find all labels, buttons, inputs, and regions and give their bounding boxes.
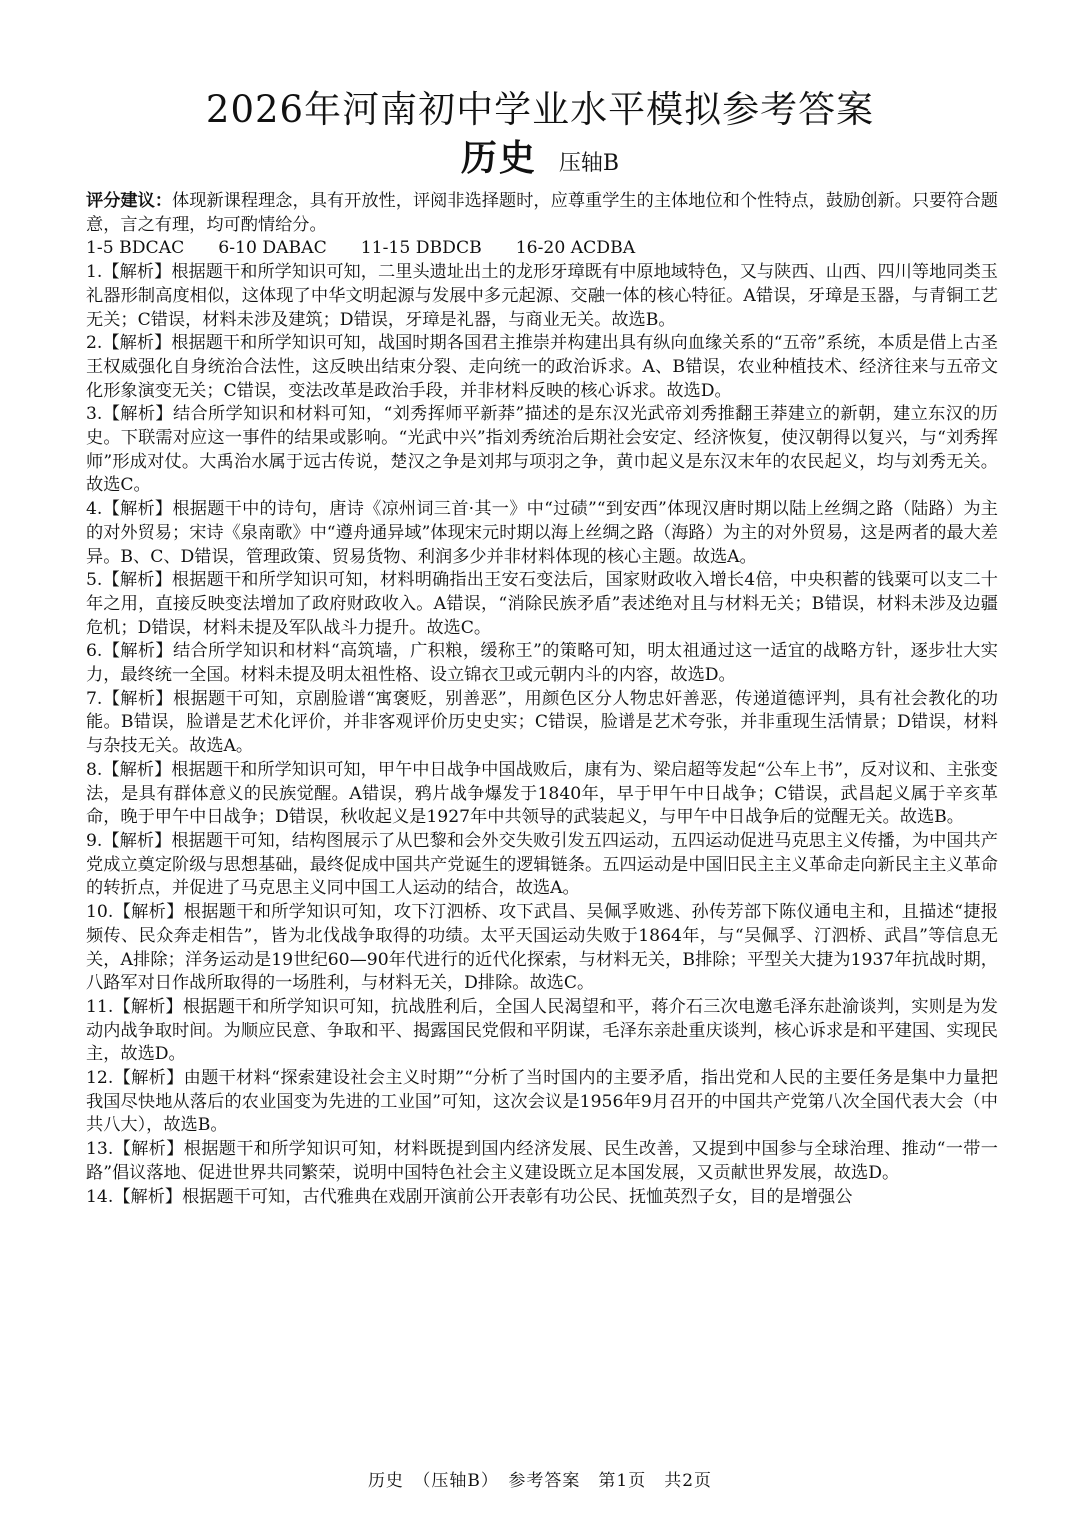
explanation-6: 6.【解析】结合所学知识和材料“高筑墙，广积粮，缓称王”的策略可知，明太祖通过这一适宜的战略方针，逐步壮大实力，最终统一全国。材料未提及明太祖性格、设立锦衣卫或元朝内斗的内容，故选D。 <box>86 641 998 686</box>
answer-group: 6-10 DABAC <box>218 238 327 259</box>
explanation-5: 5.【解析】根据题干和所学知识可知，材料明确指出王安石变法后，国家财政收入增长4倍，中央积蓄的钱粟可以支二十年之用，直接反映变法增加了政府财政收入。A错误，“消除民族矛盾”表述绝对且与材料无关；B错误，材料未涉及边疆危机；D错误，材料未提及军队战斗力提升。故选C。 <box>86 570 998 638</box>
answer-group: 11-15 DBDCB <box>360 238 482 259</box>
answer-group: 16-20 ACDBA <box>515 238 636 259</box>
subject-name: 历史 <box>460 137 537 179</box>
page-title: 2026年河南初中学业水平模拟参考答案 <box>205 88 875 131</box>
paper-variant: 压轴B <box>558 151 620 176</box>
explanation-8: 8.【解析】根据题干和所学知识可知，甲午中日战争中国战败后，康有为、梁启超等发起“公车上书”，反对议和、主张变法，是具有群体意义的民族觉醒。A错误，鸦片战争爆发于1840年，早于甲午中日战争；C错误，武昌起义属于辛亥革命，晚于甲午中日战争；D错误，秋收起义是1927年中共领导的武装起义，与甲午中日战争后的觉醒无关。故选B。 <box>86 759 998 828</box>
explanation-4: 4.【解析】根据题干中的诗句，唐诗《凉州词三首·其一》中“过碛”“到安西”体现汉唐时期以陆上丝绸之路（陆路）为主的对外贸易；宋诗《泉南歌》中“遵舟通异域”体现宋元时期以海上丝绸之路（海路）为主的对外贸易，这是两者的最大差异。B、C、D错误，管理政策、贸易货物、利润多少并非材料体现的核心主题。故选A。 <box>86 499 998 567</box>
explanation-7: 7.【解析】根据题干可知，京剧脸谱“寓褒贬，别善恶”，用颜色区分人物忠奸善恶，传递道德评判，具有社会教化的功能。B错误，脸谱是艺术化评价，并非客观评价历史史实；C错误，脸谱是艺术夸张，并非重现生活情景；D错误，材料与杂技无关。故选A。 <box>86 688 998 757</box>
scoring-label: 评分建议： <box>86 191 173 211</box>
document-body <box>86 190 998 1209</box>
explanation-3: 3.【解析】结合所学知识和材料可知，“刘秀挥师平新莽”描述的是东汉光武帝刘秀推翻王莽建立的新朝，建立东汉的历史。下联需对应这一事件的结果或影响。“光武中兴”指刘秀统治后期社会安定、经济恢复，使汉朝得以复兴，与“刘秀挥师”形成对仗。大禹治水属于远古传说，楚汉之争是刘邦与项羽之争，黄巾起义是东汉末年的农民起义，均与刘秀无关。故选C。 <box>86 404 998 496</box>
answer-key <box>86 237 998 261</box>
explanation-13: 13.【解析】根据题干和所学知识可知，材料既提到国内经济发展、民生改善，又提到中国参与全球治理、推动“一带一路”倡议落地、促进世界共同繁荣，说明中国特色社会主义建设既立足本国发展，又贡献世界发展，故选D。 <box>86 1139 998 1183</box>
explanation-9: 9.【解析】根据题干可知，结构图展示了从巴黎和会外交失败引发五四运动，五四运动促进马克思主义传播，为中国共产党成立奠定阶级与思想基础，最终促成中国共产党诞生的逻辑链条。五四运动是中国旧民主主义革命走向新民主主义革命的转折点，并促进了马克思主义同中国工人运动的结合，故选A。 <box>86 830 998 899</box>
explanation-10: 10.【解析】根据题干和所学知识可知，攻下汀泗桥、攻下武昌、吴佩孚败逃、孙传芳部下陈仪通电主和，且描述“捷报频传、民众奔走相告”，皆为北伐战争取得的功绩。太平天国运动失败于1864年，与“吴佩孚、汀泗桥、武昌”等信息无关，A排除；洋务运动是19世纪60—90年代进行的近代化探索，与材料无关，B排除；平型关大捷为1937年抗战时期，八路军对日作战所取得的一场胜利，与材料无关，D排除。故选C。 <box>86 902 998 994</box>
page-footer: 历史 （压轴B） 参考答案 第1页 共2页 <box>367 1471 713 1491</box>
page-subtitle <box>0 136 1080 187</box>
explanation-1: 1.【解析】根据题干和所学知识可知，二里头遗址出土的龙形牙璋既有中原地域特色，又与陕西、山西、四川等地同类玉礼器形制高度相似，这体现了中华文明起源与发展中多元起源、交融一体的核心特征。A错误，牙璋是玉器，与青铜工艺无关；C错误，材料未涉及建筑；D错误，牙璋是礼器，与商业无关。故选B。 <box>86 262 998 330</box>
scoring-suggestion <box>86 190 998 237</box>
explanation-12: 12.【解析】由题干材料“探索建设社会主义时期”“分析了当时国内的主要矛盾，指出党和人民的主要任务是集中力量把我国尽快地从落后的农业国变为先进的工业国”可知，这次会议是1956年9月召开的中国共产党第八次全国代表大会（中共八大），故选B。 <box>86 1068 998 1136</box>
scoring-text: 体现新课程理念，具有开放性，评阅非选择题时，应尊重学生的主体地位和个性特点，鼓励创新。只要符合题意，言之有理，均可酌情给分。 <box>86 191 998 235</box>
answer-group: 1-5 BDCAC <box>86 238 185 259</box>
explanation-11: 11.【解析】根据题干和所学知识可知，抗战胜利后，全国人民渴望和平，蒋介石三次电邀毛泽东赴渝谈判，实则是为发动内战争取时间。为顺应民意、争取和平、揭露国民党假和平阴谋，毛泽东亲赴重庆谈判，核心诉求是和平建国、实现民主，故选D。 <box>86 996 998 1065</box>
explanation-14: 14.【解析】根据题干可知，古代雅典在戏剧开演前公开表彰有功公民、抚恤英烈子女，目的是增强公 <box>86 1186 853 1207</box>
explanation-2: 2.【解析】根据题干和所学知识可知，战国时期各国君主推崇并构建出具有纵向血缘关系的“五帝”系统，本质是借上古圣王权威强化自身统治合法性，这反映出结束分裂、走向统一的政治诉求。A、B错误，农业种植技术、经济往来与五帝文化形象演变无关；C错误，变法改革是政治手段，并非材料反映的核心诉求。故选D。 <box>86 333 998 401</box>
